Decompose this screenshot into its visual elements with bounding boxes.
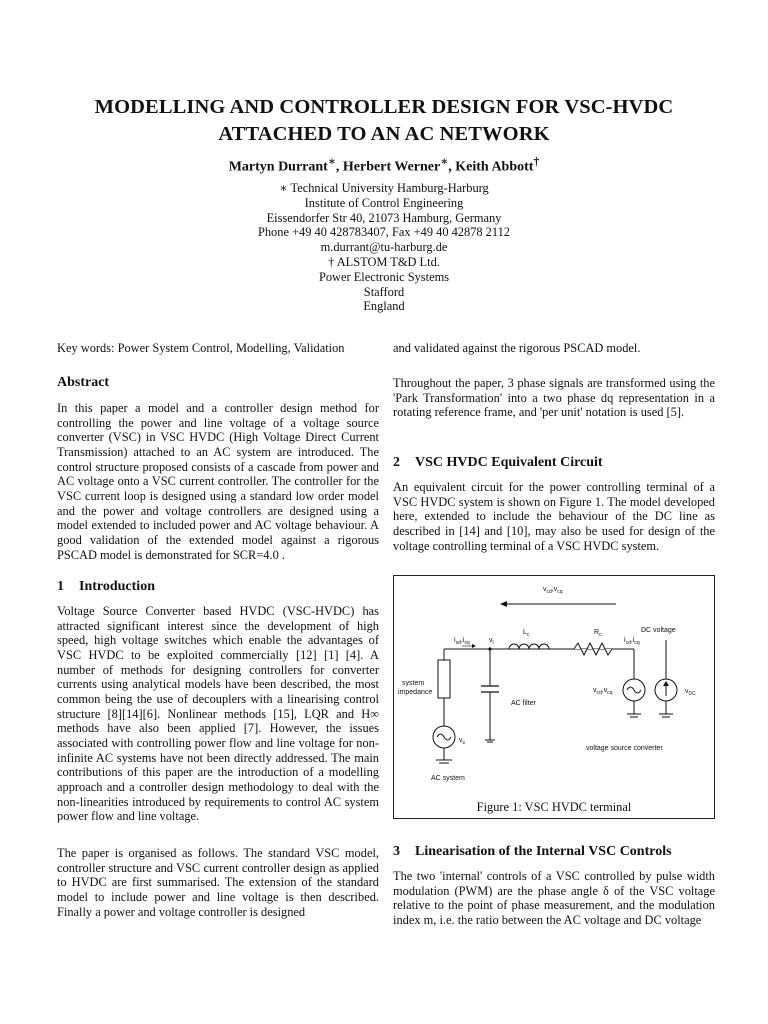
intro-paragraph-2: The paper is organised as follows. The standard VSC model, controller structure and VSC current controller design as applied to HVDC are first summarised. The extension of the standard model to include power and line voltage is then described. Finally a power and voltage controller is designed <box>57 846 379 919</box>
section-heading-introduction <box>57 578 379 596</box>
affiliation-line: England <box>363 299 405 314</box>
inductor-lc <box>509 644 549 649</box>
label-lc: $L_c$ <box>523 629 530 638</box>
section-number: 2 <box>393 455 400 470</box>
affiliation-block <box>120 181 648 314</box>
abstract-section <box>57 374 379 392</box>
keywords-block <box>57 341 379 356</box>
section-title: Introduction <box>79 579 155 594</box>
section-2-paragraph: An equivalent circuit for the power controlling terminal of a VSC HVDC system is shown on Figure 1. The model developed here, extended to include the behaviour of the DC line as described in [14] and [10], may also be used for design of the voltage controlling terminal of a VSC HVDC system. <box>393 480 715 553</box>
author-3: Keith Abbott <box>455 159 534 175</box>
direction-arrow <box>500 601 616 607</box>
intro-heading-block <box>57 578 379 596</box>
intro-paragraph-1: Voltage Source Converter based HVDC (VSC-HVDC) has attracted significant interest since the development of high speed, high voltage switches which enable the advantages of VSC HVDC to be exploited commercially [12] [1] [4]. A number of methods for designing controllers for converter currents using analytical models have been described, the most common being the use of decouplers with a linearising control structure [8][14][6]. Nonlinear methods [15], LQR and H∞ methods have also been applied [7]. However, the issues associated with controlling power flow and line voltage for non-infinite AC systems have not been directly addressed. The main contributions of this paper are the introduction of a modelling approach and a controller design methodology to deal with the non-linearities introduced by requirements to control AC system power flow and line voltage. <box>57 604 379 824</box>
affiliation-line: Institute of Control Engineering <box>304 195 464 210</box>
affiliation-line: Stafford <box>363 284 405 299</box>
label-rc: $R_c$ <box>594 629 602 638</box>
affiliation-email: m.durrant@tu-harburg.de <box>320 240 448 255</box>
figure-caption: Figure 1: VSC HVDC terminal <box>476 800 632 814</box>
park-paragraph: Throughout the paper, 3 phase signals are transformed using the 'Park Transformation' into a two phase dq representation in a rotating reference frame, and 'per unit' notation is used [5]. <box>393 376 715 420</box>
section-heading-2 <box>393 454 715 472</box>
author-3-mark: † <box>533 155 540 168</box>
circuit-diagram <box>394 576 714 818</box>
label-vs: $v_s$ <box>459 737 465 746</box>
affiliation-line: † ALSTOM T&D Ltd. <box>328 254 440 269</box>
park-block <box>393 376 715 420</box>
system-impedance <box>438 660 450 698</box>
section-number: 3 <box>393 844 400 859</box>
section-number: 1 <box>57 579 64 594</box>
title-line-2: ATTACHED TO AN AC NETWORK <box>218 123 550 145</box>
author-2: Herbert Werner <box>342 159 441 175</box>
sec2-body-block <box>393 480 715 553</box>
affiliation-line: Phone +49 40 428783407, Fax +49 40 42878 2112 <box>257 225 511 240</box>
section-title: VSC HVDC Equivalent Circuit <box>415 455 603 470</box>
section-title: Linearisation of the Internal VSC Controls <box>415 844 672 859</box>
paper-title <box>40 94 728 148</box>
author-1-mark: ∗ <box>327 155 336 168</box>
label-isd-isq: $i_{sd},i_{sq}$ <box>454 637 470 646</box>
author-1: Martyn Durrant <box>228 159 328 175</box>
label-dc-voltage: DC voltage <box>641 627 676 634</box>
keywords: Key words: Power System Control, Modelling, Validation <box>57 341 345 355</box>
label-system-impedance-1: system <box>402 680 425 687</box>
resistor-rc <box>574 643 612 655</box>
continuation-paragraph: and validated against the rigorous PSCAD model. <box>393 341 641 355</box>
affiliation-line: Power Electronic Systems <box>318 269 450 284</box>
title-line-1: MODELLING AND CONTROLLER DESIGN FOR VSC-HVDC <box>94 96 674 118</box>
sec3-heading-block <box>393 843 715 861</box>
sec2-heading-block <box>393 454 715 472</box>
figure-1 <box>393 575 715 819</box>
section-heading-3 <box>393 843 715 861</box>
abstract-body: In this paper a model and a controller design method for controlling the power and line voltage of a voltage source converter (VSC) in VSC HVDC (High Voltage Direct Current Transmission) attached to an AC system are introduced. The control structure proposed consists of a cascade from power and AC voltage onto a VSC current controller. The controller for the VSC current loop is designed using a standard low order model and the power and voltage controllers are designed using a model extended to included power and AC voltage behaviour. A good validation of the extended model against a rigorous PSCAD model is demonstrated for SCR=4.0 . <box>57 401 379 562</box>
affiliation-line: ∗ Technical University Hamburg-Harburg <box>279 181 489 195</box>
author-list: Martyn Durrant∗, Herbert Werner∗, Keith Abbott† <box>228 155 540 175</box>
abstract-body-block <box>57 401 379 562</box>
label-vcd-vcq-top: $v_{cd},v_{cq}$ <box>543 586 563 595</box>
sec3-body-block <box>393 869 715 928</box>
right-cont-block <box>393 341 715 356</box>
label-vl: $v_l$ <box>489 637 494 646</box>
intro-p2-block <box>57 846 379 919</box>
label-ac-system: AC system <box>431 775 465 782</box>
author-2-mark: ∗ <box>440 155 449 168</box>
label-vdc: $v_{DC}$ <box>685 688 696 697</box>
label-ac-filter: AC filter <box>511 700 536 707</box>
label-system-impedance-2: impedance <box>398 689 433 696</box>
affiliation-line: Eissendorfer Str 40, 21073 Hamburg, Germany <box>266 210 502 225</box>
abstract-heading: Abstract <box>57 375 110 390</box>
section-3-paragraph: The two 'internal' controls of a VSC controlled by pulse width modulation (PWM) are the phase angle δ of the VSC voltage relative to the point of phase measurement, and the modulation index m, i.e. the ratio between the AC voltage and DC voltage <box>393 869 715 927</box>
label-vsc: voltage source converter <box>586 745 663 752</box>
intro-p1-block <box>57 604 379 824</box>
label-icd-icq: $i_{cd},i_{cq}$ <box>624 637 640 646</box>
label-vcd-vcq-src: $v_{cd},v_{cq}$ <box>593 687 613 696</box>
